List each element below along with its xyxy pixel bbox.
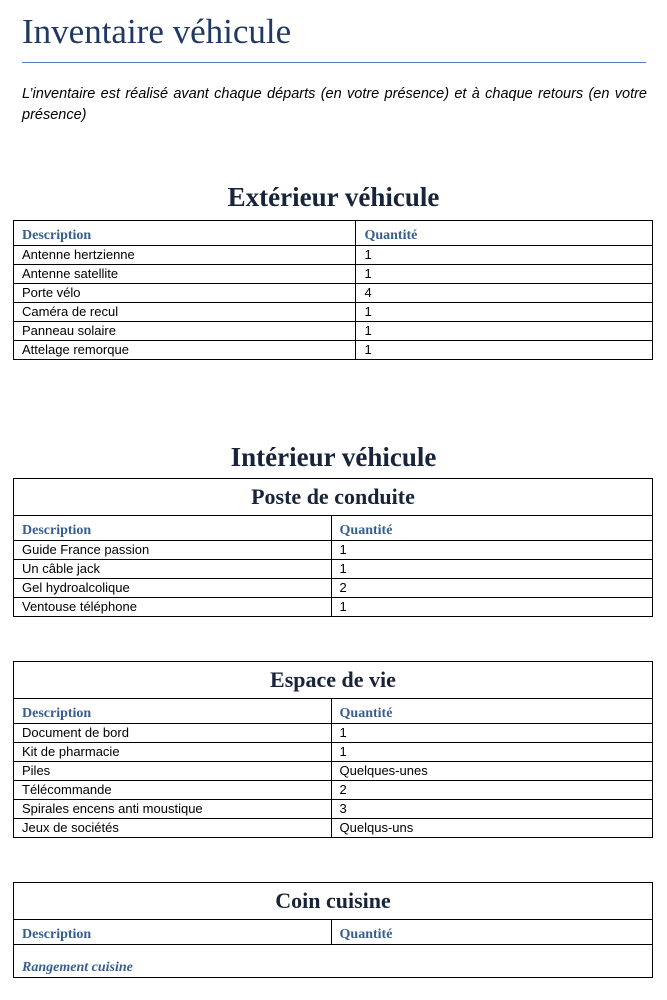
quantite-cell: 3	[331, 800, 652, 819]
quantite-cell: Quelqus-uns	[331, 819, 652, 838]
quantite-cell: 1	[331, 724, 652, 743]
description-cell: Piles	[14, 762, 332, 781]
quantite-cell: 1	[331, 541, 652, 560]
table-row	[14, 819, 653, 838]
page-title: Inventaire véhicule	[22, 12, 292, 51]
description-cell: Gel hydroalcolique	[14, 579, 332, 598]
description-cell: Antenne hertzienne	[14, 246, 356, 265]
coin-cuisine-caption: Coin cuisine	[14, 883, 653, 920]
coin-cuisine-table	[13, 882, 653, 978]
table-row	[14, 541, 653, 560]
table-caption-row	[14, 479, 653, 516]
column-header-description: Description	[14, 699, 332, 724]
description-cell: Attelage remorque	[14, 341, 356, 360]
table-row	[14, 284, 653, 303]
subcategory-label: Rangement cuisine	[14, 945, 653, 978]
column-header-description: Description	[14, 920, 332, 945]
column-header-quantite: Quantité	[331, 920, 652, 945]
column-header-description: Description	[14, 516, 332, 541]
table-row	[14, 341, 653, 360]
table-row	[14, 762, 653, 781]
quantite-cell: 2	[331, 579, 652, 598]
intro-paragraph: L’inventaire est réalisé avant chaque départs (en votre présence) et à chaque retours (en votre présence)	[22, 86, 647, 123]
table-header-row	[14, 699, 653, 724]
espace-de-vie-caption: Espace de vie	[14, 662, 653, 699]
table-header-row	[14, 920, 653, 945]
quantite-cell: 1	[356, 341, 653, 360]
description-cell: Télécommande	[14, 781, 332, 800]
description-cell: Antenne satellite	[14, 265, 356, 284]
column-header-quantite: Quantité	[331, 699, 652, 724]
quantite-cell: Quelques-unes	[331, 762, 652, 781]
quantite-cell: 2	[331, 781, 652, 800]
poste-de-conduite-caption: Poste de conduite	[14, 479, 653, 516]
description-cell: Ventouse téléphone	[14, 598, 332, 617]
table-caption-row	[14, 883, 653, 920]
quantite-cell: 1	[331, 743, 652, 762]
table-row	[14, 322, 653, 341]
table-row	[14, 246, 653, 265]
exterieur-heading: Extérieur véhicule	[227, 182, 440, 212]
quantite-cell: 1	[331, 560, 652, 579]
table-row	[14, 598, 653, 617]
interieur-heading: Intérieur véhicule	[230, 442, 437, 472]
quantite-cell: 1	[356, 246, 653, 265]
column-header-quantite: Quantité	[331, 516, 652, 541]
table-row	[14, 724, 653, 743]
description-cell: Panneau solaire	[14, 322, 356, 341]
quantite-cell: 1	[331, 598, 652, 617]
table-row	[14, 560, 653, 579]
table-header-row	[14, 221, 653, 246]
table-row	[14, 800, 653, 819]
poste-de-conduite-table	[13, 478, 653, 617]
table-subcategory-row	[14, 945, 653, 978]
table-row	[14, 265, 653, 284]
espace-de-vie-table	[13, 661, 653, 838]
description-cell: Caméra de recul	[14, 303, 356, 322]
table-row	[14, 303, 653, 322]
table-header-row	[14, 516, 653, 541]
description-cell: Jeux de sociétés	[14, 819, 332, 838]
table-caption-row	[14, 662, 653, 699]
description-cell: Kit de pharmacie	[14, 743, 332, 762]
column-header-description: Description	[14, 221, 356, 246]
quantite-cell: 1	[356, 265, 653, 284]
description-cell: Document de bord	[14, 724, 332, 743]
description-cell: Un câble jack	[14, 560, 332, 579]
quantite-cell: 1	[356, 322, 653, 341]
description-cell: Guide France passion	[14, 541, 332, 560]
exterieur-table	[13, 220, 653, 360]
quantite-cell: 4	[356, 284, 653, 303]
table-row	[14, 781, 653, 800]
quantite-cell: 1	[356, 303, 653, 322]
description-cell: Porte vélo	[14, 284, 356, 303]
description-cell: Spirales encens anti moustique	[14, 800, 332, 819]
table-row	[14, 579, 653, 598]
table-row	[14, 743, 653, 762]
title-underline	[22, 62, 646, 63]
column-header-quantite: Quantité	[356, 221, 653, 246]
